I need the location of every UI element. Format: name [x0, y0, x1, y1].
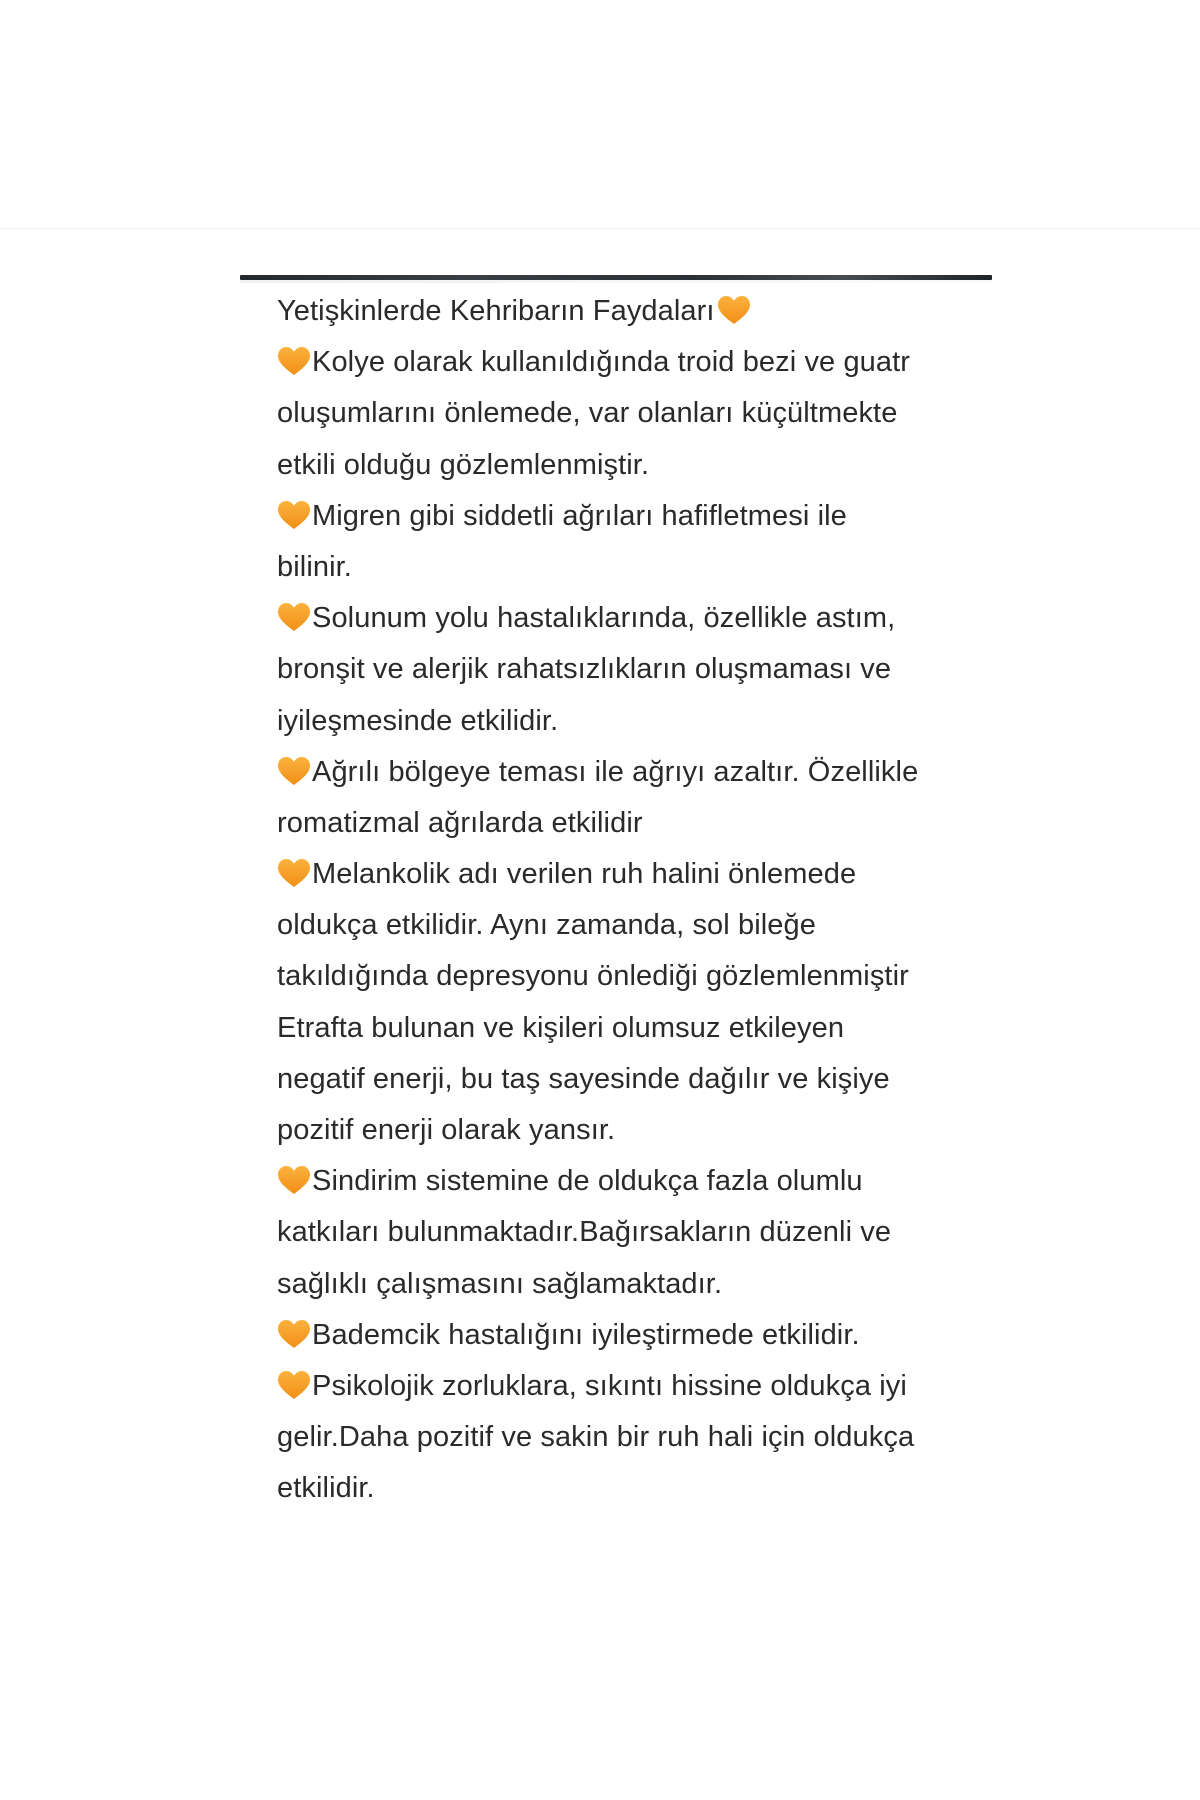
orange-heart-icon: [277, 602, 311, 632]
benefit-8-line-2: [277, 1412, 977, 1463]
benefit-5-line-3: [277, 951, 977, 1002]
benefit-5-line-1: [277, 849, 977, 900]
text-span: etkilidir.: [277, 1472, 375, 1505]
benefit-1-line-1: [277, 337, 977, 388]
text-span: takıldığında depresyonu önlediği gözlemlenmiştir: [277, 960, 909, 993]
text-span: negatif enerji, bu taş sayesinde dağılır ve kişiye: [277, 1062, 890, 1095]
top-blank-area: [0, 0, 1200, 229]
text-span: Kolye olarak kullanıldığında troid bezi ve guatr: [312, 346, 911, 379]
benefit-2-line-1: [277, 491, 977, 542]
benefit-6-line-2: [277, 1207, 977, 1258]
benefit-1-line-2: [277, 388, 977, 439]
benefit-5-line-2: [277, 900, 977, 951]
text-span: iyileşmesinde etkilidir.: [277, 704, 559, 737]
benefit-3-line-1: [277, 593, 977, 644]
benefit-1-line-3: [277, 440, 977, 491]
benefit-3-line-3: [277, 696, 977, 747]
benefit-5-line-5: [277, 1054, 977, 1105]
orange-heart-icon: [277, 858, 311, 888]
benefit-5-line-4: [277, 1003, 977, 1054]
orange-heart-icon: [277, 756, 311, 786]
text-span: Migren gibi siddetli ağrıları hafifletmesi ile: [312, 499, 847, 532]
benefits-text: [277, 286, 977, 1515]
text-span: Ağrılı bölgeye teması ile ağrıyı azaltır. Özellikle: [312, 755, 919, 788]
title-line: [277, 286, 977, 337]
benefit-4-line-1: [277, 747, 977, 798]
benefit-6-line-3: [277, 1259, 977, 1310]
benefit-7-line-1: [277, 1310, 977, 1361]
text-span: katkıları bulunmaktadır.Bağırsakların düzenli ve: [277, 1216, 892, 1249]
orange-heart-icon: [277, 1319, 311, 1349]
benefit-3-line-2: [277, 644, 977, 695]
orange-heart-icon: [717, 295, 751, 325]
benefit-6-line-1: [277, 1156, 977, 1207]
text-span: Bademcik hastalığını iyileştirmede etkilidir.: [312, 1318, 860, 1351]
benefit-8-line-1: [277, 1361, 977, 1412]
text-span: oldukça etkilidir. Aynı zamanda, sol bileğe: [277, 909, 816, 942]
benefit-5-line-6: [277, 1105, 977, 1156]
text-span: etkili olduğu gözlemlenmiştir.: [277, 448, 650, 481]
text-span: Etrafta bulunan ve kişileri olumsuz etkileyen: [277, 1011, 845, 1044]
text-span: gelir.Daha pozitif ve sakin bir ruh hali için oldukça: [277, 1421, 915, 1454]
page-title: Yetişkinlerde Kehribarın Faydaları: [277, 295, 715, 327]
text-span: pozitif enerji olarak yansır.: [277, 1114, 616, 1146]
benefit-8-line-3: [277, 1463, 977, 1514]
text-span: Melankolik adı verilen ruh halini önlemede: [312, 858, 857, 891]
orange-heart-icon: [277, 1165, 311, 1195]
text-span: oluşumlarını önlemede, var olanları küçültmekte: [277, 397, 898, 430]
text-span: sağlıklı çalışmasını sağlamaktadır.: [277, 1267, 723, 1300]
orange-heart-icon: [277, 1370, 311, 1400]
orange-heart-icon: [277, 500, 311, 530]
benefit-4-line-2: [277, 798, 977, 849]
text-span: Psikolojik zorluklara, sıkıntı hissine oldukça iyi: [312, 1369, 907, 1402]
text-span: bilinir.: [277, 550, 352, 583]
text-span: bronşit ve alerjik rahatsızlıkların oluşmaması ve: [277, 653, 892, 686]
top-divider-shadow: [240, 280, 992, 283]
text-span: Sindirim sistemine de oldukça fazla olumlu: [312, 1165, 863, 1198]
orange-heart-icon: [277, 346, 311, 376]
benefit-2-line-2: [277, 542, 977, 593]
text-span: Solunum yolu hastalıklarında, özellikle astım,: [312, 602, 896, 635]
text-span: romatizmal ağrılarda etkilidir: [277, 806, 643, 839]
